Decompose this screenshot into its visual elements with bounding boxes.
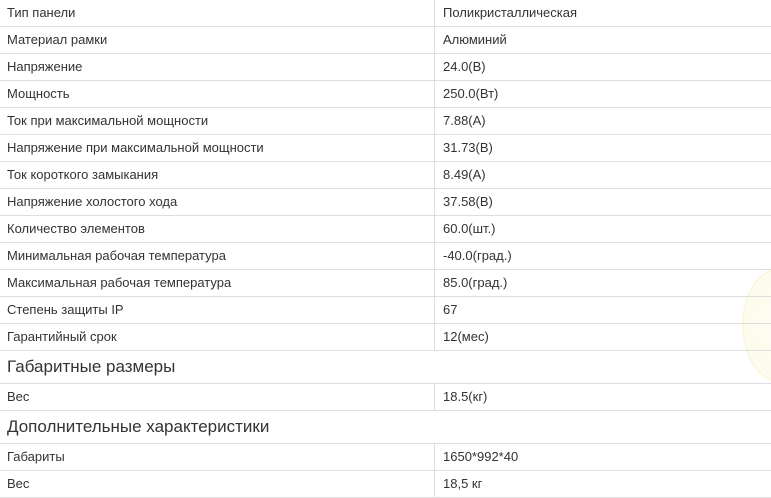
spec-row-dimensions: [0, 444, 771, 471]
spec-value: 7.88(А): [443, 113, 486, 128]
spec-name: Напряжение при максимальной мощности: [0, 135, 435, 161]
spec-name: Мощность: [0, 81, 435, 107]
spec-name: Минимальная рабочая температура: [0, 243, 435, 269]
spec-value: 8.49(А): [443, 167, 486, 182]
spec-value: 31.73(В): [443, 140, 493, 155]
spec-row-short-circuit-current: [0, 162, 771, 189]
spec-value: 24.0(В): [443, 59, 486, 74]
spec-value: 250.0(Вт): [443, 86, 499, 101]
spec-row-power: [0, 81, 771, 108]
spec-row-weight: [0, 384, 771, 411]
spec-row-ip-rating: [0, 297, 771, 324]
spec-value: Алюминий: [443, 32, 507, 47]
spec-name: Вес: [0, 471, 435, 497]
spec-name: Напряжение: [0, 54, 435, 80]
spec-name: Вес: [0, 384, 435, 410]
spec-value: 12(мес): [443, 329, 489, 344]
spec-row-frame-material: [0, 27, 771, 54]
spec-name: Степень защиты IP: [0, 297, 435, 323]
spec-row-warranty: [0, 324, 771, 351]
spec-name: Количество элементов: [0, 216, 435, 242]
spec-row-voltage: [0, 54, 771, 81]
spec-value: 37.58(В): [443, 194, 493, 209]
spec-value: 67: [443, 302, 458, 317]
section-heading-dimensions: Габаритные размеры: [0, 351, 771, 384]
spec-value: 85.0(град.): [443, 275, 508, 290]
spec-name: Максимальная рабочая температура: [0, 270, 435, 296]
section-heading-additional: Дополнительные характеристики: [0, 411, 771, 444]
spec-value: Поликристаллическая: [443, 5, 578, 20]
spec-row-max-power-current: [0, 108, 771, 135]
spec-value: -40.0(град.): [443, 248, 512, 263]
spec-name: Габариты: [0, 444, 435, 470]
spec-row-panel-type: [0, 0, 771, 27]
spec-name: Ток при максимальной мощности: [0, 108, 435, 134]
spec-row-max-power-voltage: [0, 135, 771, 162]
spec-name: Гарантийный срок: [0, 324, 435, 350]
spec-value: 18.5(кг): [443, 389, 488, 404]
spec-value: 60.0(шт.): [443, 221, 496, 236]
spec-row-max-temp: [0, 270, 771, 297]
spec-name: Тип панели: [0, 0, 435, 26]
spec-row-open-circuit-voltage: [0, 189, 771, 216]
spec-row-cell-count: [0, 216, 771, 243]
spec-name: Материал рамки: [0, 27, 435, 53]
spec-row-min-temp: [0, 243, 771, 270]
spec-name: Напряжение холостого хода: [0, 189, 435, 215]
spec-row-weight-additional: [0, 471, 771, 498]
spec-value: 1650*992*40: [443, 449, 519, 464]
spec-value: 18,5 кг: [443, 476, 483, 491]
spec-name: Ток короткого замыкания: [0, 162, 435, 188]
